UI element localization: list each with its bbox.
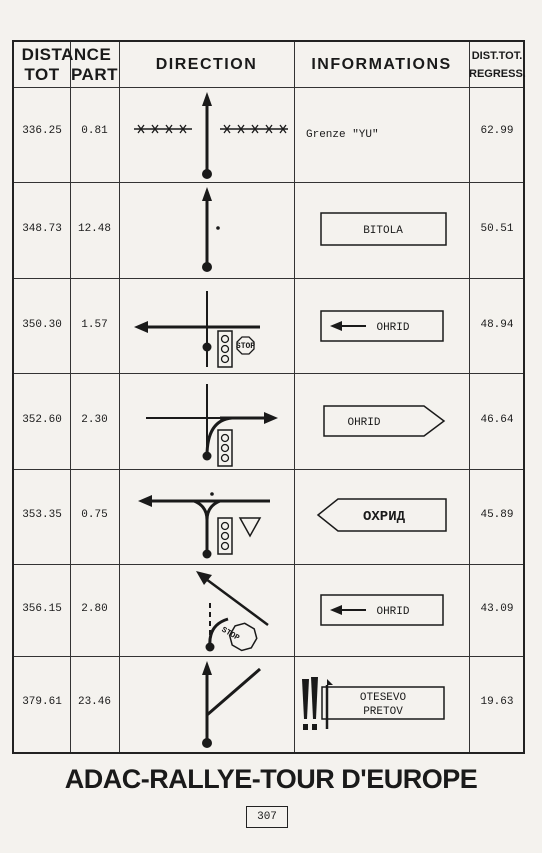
row-1-regress: 62.99 <box>480 125 514 137</box>
row-4-direction-diagram <box>120 374 294 469</box>
row-5-info-sign <box>296 470 470 564</box>
row-2-direction-diagram <box>120 183 294 278</box>
row-1-tot: 336.25 <box>22 125 62 137</box>
row-5-direction-diagram <box>120 470 294 564</box>
row-3-stop-label: STOP <box>235 342 256 351</box>
row-6-part: 2.80 <box>81 603 108 615</box>
row-3-direction-diagram <box>120 279 294 373</box>
row-7-info-sign <box>296 657 470 753</box>
footer-title: ADAC-RALLYE-TOUR D'EUROPE <box>64 764 478 794</box>
row-5-tot: 353.35 <box>22 509 62 521</box>
row-5-part: 0.75 <box>81 509 108 521</box>
row-2-regress: 50.51 <box>480 223 514 235</box>
row-3-tot: 350.30 <box>22 319 62 331</box>
row-4-info: OHRID <box>347 417 381 429</box>
row-6-info: OHRID <box>376 606 410 618</box>
row-4-regress: 46.64 <box>480 414 514 426</box>
header-direction: DIRECTION <box>155 56 258 73</box>
header-distance: DISTANCE <box>21 45 112 64</box>
row-6-tot: 356.15 <box>22 603 62 615</box>
page-number: 307 <box>246 806 288 828</box>
row-3-part: 1.57 <box>81 319 108 331</box>
row-7-part: 23.46 <box>77 696 111 708</box>
row-1-direction-diagram <box>120 88 294 182</box>
row-7-regress: 19.63 <box>480 696 514 708</box>
header-informations: INFORMATIONS <box>311 56 452 73</box>
row-6-info-sign <box>296 565 470 656</box>
row-6-direction-diagram <box>120 565 294 656</box>
row-3-info-sign <box>296 279 470 373</box>
row-2-info-sign <box>296 183 470 278</box>
column-divider <box>70 42 71 752</box>
row-7-info-line2: PRETOV <box>363 706 403 718</box>
header-part: PART <box>70 65 118 84</box>
row-4-info-sign <box>296 374 470 469</box>
row-1-info: Grenze "YU" <box>306 129 379 141</box>
roadbook-table <box>12 40 525 754</box>
header-tot: TOT <box>24 65 60 84</box>
row-6-regress: 43.09 <box>480 603 514 615</box>
row-4-part: 2.30 <box>81 414 108 426</box>
row-7-info-line1: OTESEVO <box>359 692 407 704</box>
row-4-tot: 352.60 <box>22 414 62 426</box>
row-2-tot: 348.73 <box>22 223 62 235</box>
exclamation-icon <box>302 677 318 730</box>
row-2-part: 12.48 <box>77 223 111 235</box>
row-6-stop-label: STOP <box>219 625 241 643</box>
row-5-info: ОХРИД <box>362 509 406 525</box>
header-regress: REGRESS. <box>469 68 526 80</box>
row-5-regress: 45.89 <box>480 509 514 521</box>
row-3-info: OHRID <box>376 322 410 334</box>
row-3-regress: 48.94 <box>480 319 514 331</box>
row-2-info: BITOLA <box>363 225 403 237</box>
yield-sign-icon <box>240 518 260 536</box>
row-7-direction-diagram <box>120 657 294 753</box>
row-1-part: 0.81 <box>81 125 108 137</box>
header-dist-tot: DIST.TOT. <box>471 50 523 62</box>
column-divider <box>294 42 295 752</box>
row-7-tot: 379.61 <box>22 696 62 708</box>
